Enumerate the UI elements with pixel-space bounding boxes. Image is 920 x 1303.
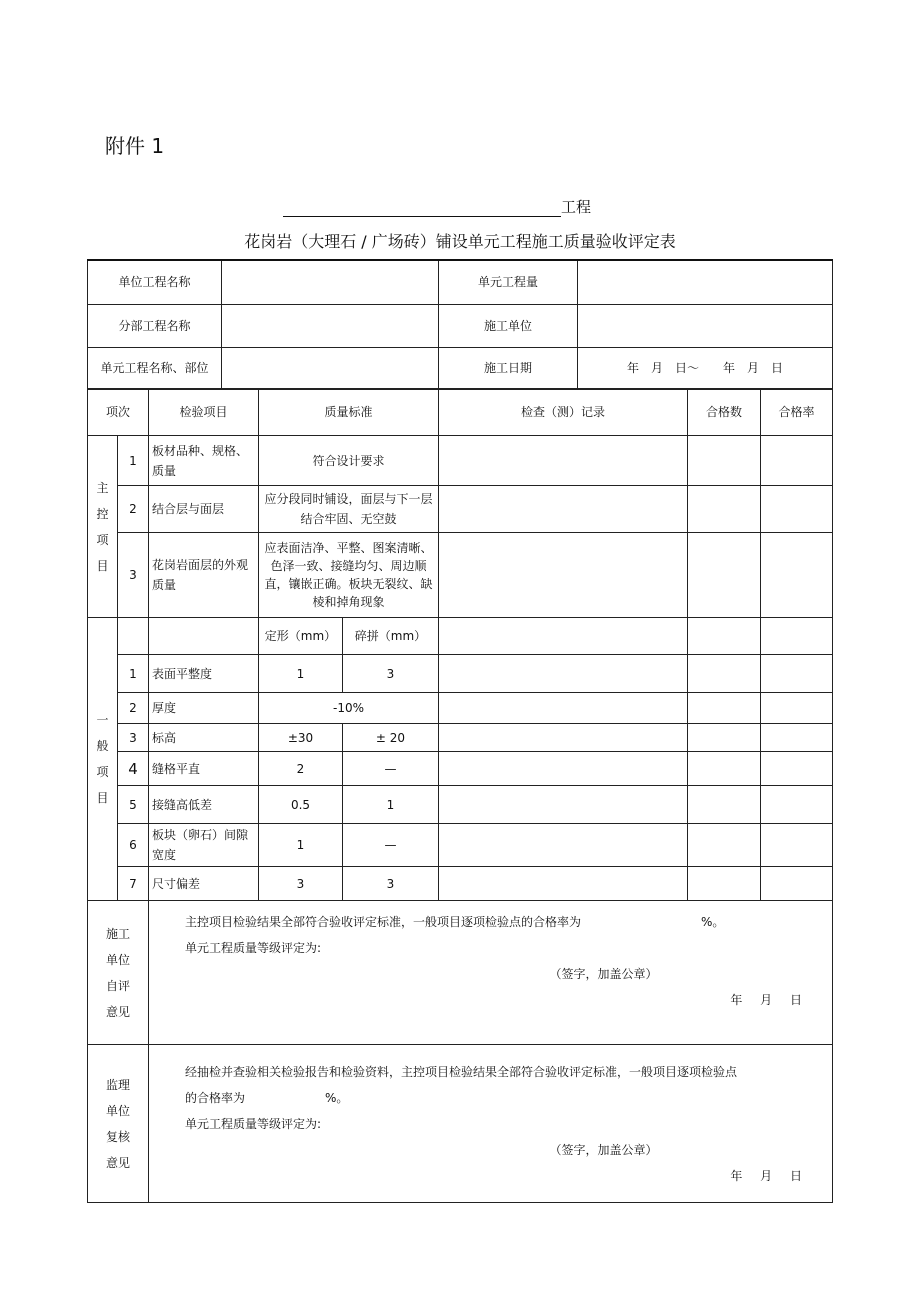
pass-count-cell[interactable] — [688, 786, 761, 824]
info-table — [87, 259, 833, 390]
mosaic-tolerance: 3 — [343, 867, 439, 901]
pass-count-cell[interactable] — [688, 436, 761, 486]
pass-count-cell[interactable] — [688, 618, 761, 655]
supervisor-opinion-line2: 单元工程质量等级评定为: — [185, 1117, 322, 1131]
inspection-table — [87, 388, 833, 1203]
general-group-label: 一般项目 — [88, 618, 118, 901]
pass-rate-cell[interactable] — [761, 436, 833, 486]
pass-rate-cell[interactable] — [761, 824, 833, 867]
pass-count-cell[interactable] — [688, 533, 761, 618]
contractor-opinion[interactable] — [149, 901, 833, 1045]
check-item: 厚度 — [149, 693, 259, 724]
fixed-tolerance: ±30 — [259, 724, 343, 752]
contractor-opinion-line2: 单元工程质量等级评定为: — [185, 941, 322, 955]
pass-rate-cell[interactable] — [761, 655, 833, 693]
pass-count-cell[interactable] — [688, 693, 761, 724]
col-fixed-label: 定形（mm） — [259, 618, 343, 655]
mosaic-tolerance: 3 — [343, 655, 439, 693]
division-label: 分部工程名称 — [88, 304, 222, 347]
record-cell[interactable] — [439, 786, 688, 824]
element-value[interactable] — [222, 347, 439, 389]
record-cell[interactable] — [439, 724, 688, 752]
unit-quantity-label: 单元工程量 — [439, 260, 578, 304]
check-item: 尺寸偏差 — [149, 867, 259, 901]
record-cell[interactable] — [439, 618, 688, 655]
project-name-blank[interactable] — [283, 200, 561, 217]
pass-rate-cell[interactable] — [761, 867, 833, 901]
row-no: 2 — [118, 693, 149, 724]
mosaic-tolerance: ± 20 — [343, 724, 439, 752]
thickness-tolerance: -10% — [259, 693, 439, 724]
header-item-no: 项次 — [88, 389, 149, 436]
fixed-tolerance: 1 — [259, 655, 343, 693]
row-no: 4 — [118, 752, 149, 786]
check-item: 板材品种、规格、质量 — [149, 436, 259, 486]
record-cell[interactable] — [439, 867, 688, 901]
row-no: 5 — [118, 786, 149, 824]
check-item: 接缝高低差 — [149, 786, 259, 824]
pass-rate-cell[interactable] — [761, 724, 833, 752]
contractor-label: 施工单位 — [439, 304, 578, 347]
standard: 应分段同时铺设，面层与下一层结合牢固、无空鼓 — [259, 486, 439, 533]
pass-rate-cell[interactable] — [761, 693, 833, 724]
contractor-date: 年 月 日 — [730, 993, 802, 1007]
record-cell[interactable] — [439, 693, 688, 724]
header-record: 检查（测）记录 — [439, 389, 688, 436]
attachment-label: 附件 1 — [105, 134, 165, 158]
pass-rate-cell[interactable] — [761, 486, 833, 533]
pass-count-cell[interactable] — [688, 486, 761, 533]
header-check-item: 检验项目 — [149, 389, 259, 436]
contractor-value[interactable] — [578, 304, 833, 347]
fixed-tolerance: 1 — [259, 824, 343, 867]
pass-count-cell[interactable] — [688, 724, 761, 752]
header-standard: 质量标准 — [259, 389, 439, 436]
unit-quantity-value[interactable] — [578, 260, 833, 304]
unit-project-label: 单位工程名称 — [88, 260, 222, 304]
check-item: 板块（卵石）间隙宽度 — [149, 824, 259, 867]
supervisor-opinion[interactable] — [149, 1045, 833, 1203]
contractor-opinion-line1: 主控项目检验结果全部符合验收评定标准，一般项目逐项检验点的合格率为 %。 — [185, 915, 725, 929]
header-pass-rate: 合格率 — [761, 389, 833, 436]
supervisor-opinion-line1: 经抽检并查验相关检验报告和检验资料，主控项目检验结果全部符合验收评定标准，一般项目逐项检验点的合格率为 %。 — [185, 1065, 738, 1105]
check-item: 缝格平直 — [149, 752, 259, 786]
mosaic-tolerance: — — [343, 824, 439, 867]
pass-count-cell[interactable] — [688, 867, 761, 901]
record-cell[interactable] — [439, 436, 688, 486]
pass-rate-cell[interactable] — [761, 786, 833, 824]
supervisor-signature: （签字，加盖公章） — [549, 1143, 658, 1157]
element-label: 单元工程名称、部位 — [88, 347, 222, 389]
check-item: 表面平整度 — [149, 655, 259, 693]
supervisor-date: 年 月 日 — [730, 1169, 802, 1183]
fixed-tolerance: 0.5 — [259, 786, 343, 824]
pass-rate-cell[interactable] — [761, 533, 833, 618]
row-no: 3 — [118, 533, 149, 618]
record-cell[interactable] — [439, 655, 688, 693]
pass-count-cell[interactable] — [688, 655, 761, 693]
mosaic-tolerance: 1 — [343, 786, 439, 824]
division-value[interactable] — [222, 304, 439, 347]
standard: 应表面洁净、平整、图案清晰、色泽一致、接缝均匀、周边顺直，镶嵌正确。板块无裂纹、缺棱和掉角现象 — [259, 533, 439, 618]
unit-project-value[interactable] — [222, 260, 439, 304]
pass-rate-cell[interactable] — [761, 752, 833, 786]
row-no: 6 — [118, 824, 149, 867]
record-cell[interactable] — [439, 486, 688, 533]
record-cell[interactable] — [439, 533, 688, 618]
row-no: 1 — [118, 655, 149, 693]
standard: 符合设计要求 — [259, 436, 439, 486]
fixed-tolerance: 2 — [259, 752, 343, 786]
supervisor-opinion-label: 监理单位复核意见 — [88, 1045, 149, 1203]
check-item: 结合层与面层 — [149, 486, 259, 533]
main-group-label: 主控项目 — [88, 436, 118, 618]
project-suffix: 工程 — [561, 198, 592, 216]
record-cell[interactable] — [439, 752, 688, 786]
record-cell[interactable] — [439, 824, 688, 867]
form-title: 花岗岩（大理石 / 广场砖）铺设单元工程施工质量验收评定表 — [244, 232, 676, 251]
row-no: 2 — [118, 486, 149, 533]
pass-count-cell[interactable] — [688, 824, 761, 867]
date-value[interactable]: 年 月 日～ 年 月 日 — [578, 347, 833, 389]
check-item: 花岗岩面层的外观质量 — [149, 533, 259, 618]
fixed-tolerance: 3 — [259, 867, 343, 901]
check-item: 标高 — [149, 724, 259, 752]
row-no: 7 — [118, 867, 149, 901]
contractor-opinion-label: 施工单位自评意见 — [88, 901, 149, 1045]
contractor-signature: （签字，加盖公章） — [549, 967, 658, 981]
header-pass-count: 合格数 — [688, 389, 761, 436]
project-name-line — [283, 196, 591, 217]
empty-cell — [118, 618, 149, 655]
date-label: 施工日期 — [439, 347, 578, 389]
pass-count-cell[interactable] — [688, 752, 761, 786]
col-mosaic-label: 碎拼（mm） — [343, 618, 439, 655]
mosaic-tolerance: — — [343, 752, 439, 786]
pass-rate-cell[interactable] — [761, 618, 833, 655]
row-no: 1 — [118, 436, 149, 486]
empty-cell — [149, 618, 259, 655]
row-no: 3 — [118, 724, 149, 752]
